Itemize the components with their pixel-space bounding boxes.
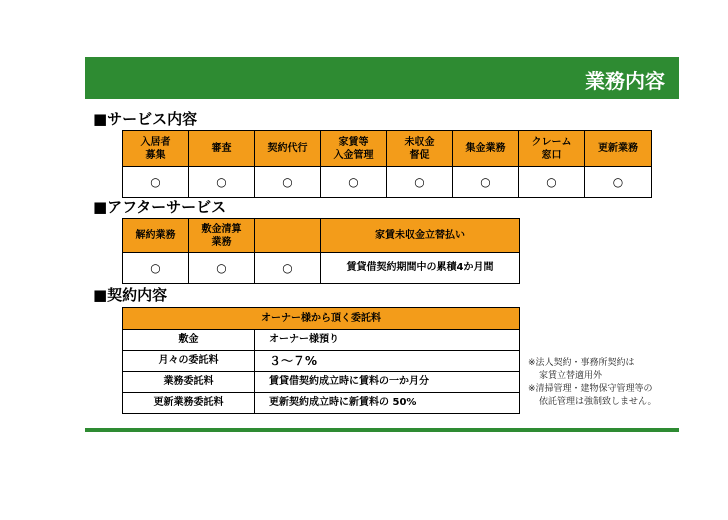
- services-header: 契約代行: [255, 131, 321, 167]
- services-header: 更新業務: [585, 131, 652, 167]
- services-value: ○: [453, 167, 519, 198]
- after-value: ○: [189, 253, 255, 284]
- bottom-divider: [85, 428, 679, 432]
- services-value: ○: [585, 167, 652, 198]
- services-value: ○: [255, 167, 321, 198]
- notes: [528, 357, 657, 409]
- contract-label: 更新業務委託料: [123, 393, 255, 414]
- note-line: ※清掃管理・建物保守管理等の: [528, 384, 653, 394]
- after-header: 解約業務: [123, 219, 189, 253]
- contract-header: オーナー様から頂く委託料: [123, 308, 520, 330]
- contract-label: 業務委託料: [123, 372, 255, 393]
- services-header: 入居者 募集: [123, 131, 189, 167]
- services-value: ○: [387, 167, 453, 198]
- services-header: 審査: [189, 131, 255, 167]
- contract-table: [122, 307, 520, 414]
- services-header: 集金業務: [453, 131, 519, 167]
- after-header: [255, 219, 321, 253]
- contract-value: ３～７%: [255, 351, 520, 372]
- after-header: 敷金清算 業務: [189, 219, 255, 253]
- services-heading: ■サービス内容: [93, 110, 198, 128]
- services-value: ○: [123, 167, 189, 198]
- contract-value: 更新契約成立時に新賃料の 50%: [255, 393, 520, 414]
- services-header: 未収金 督促: [387, 131, 453, 167]
- services-header: クレーム 窓口: [519, 131, 585, 167]
- services-value: ○: [519, 167, 585, 198]
- contract-value: オーナー様預り: [255, 330, 520, 351]
- services-value: ○: [189, 167, 255, 198]
- note-line: 依託管理は強制致しません。: [539, 397, 657, 407]
- services-table: [122, 130, 652, 198]
- after-value: ○: [123, 253, 189, 284]
- after-value: 賃貸借契約期間中の累積4か月間: [321, 253, 520, 284]
- after-heading: ■アフターサービス: [93, 198, 227, 216]
- title-banner: [85, 57, 679, 99]
- contract-label: 敷金: [123, 330, 255, 351]
- services-header: 家賃等 入金管理: [321, 131, 387, 167]
- after-value: ○: [255, 253, 321, 284]
- after-table: [122, 218, 520, 284]
- note-line: 家賃立替適用外: [539, 371, 603, 381]
- page-title: 業務内容: [585, 69, 665, 93]
- contract-value: 賃貸借契約成立時に賃料の一か月分: [255, 372, 520, 393]
- after-header: 家賃未収金立替払い: [321, 219, 520, 253]
- note-line: ※法人契約・事務所契約は: [528, 358, 635, 368]
- contract-heading: ■契約内容: [93, 286, 168, 304]
- services-value: ○: [321, 167, 387, 198]
- contract-label: 月々の委託料: [123, 351, 255, 372]
